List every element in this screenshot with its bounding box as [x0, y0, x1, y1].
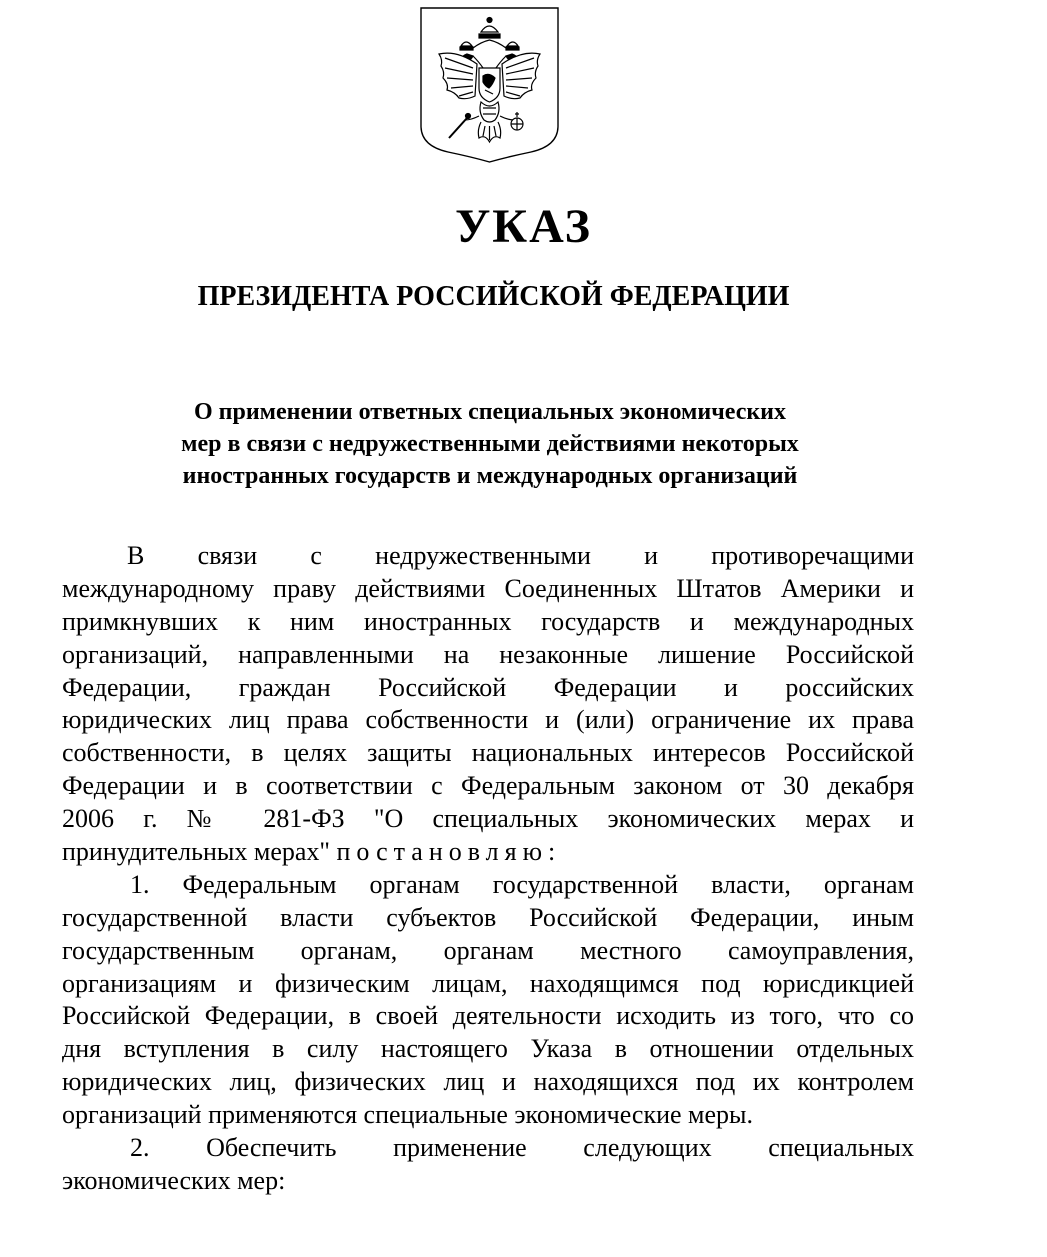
text-line: собственности, в целях защиты национальных интересов Российской: [62, 738, 914, 768]
text-line: государственной власти субъектов Российской Федерации, иным: [62, 902, 914, 932]
document-subtitle: ПРЕЗИДЕНТА РОССИЙСКОЙ ФЕДЕРАЦИИ: [197, 281, 790, 312]
heading-line: О применении ответных специальных экономических: [193, 399, 787, 425]
preamble-paragraph: [62, 540, 914, 869]
decree-heading: [60, 396, 920, 492]
text-line: В связи с недружественными и противоречащими: [127, 541, 914, 570]
decree-body: [62, 540, 914, 1198]
heading-line: иностранных государств и международных организаций: [182, 463, 798, 489]
text-line: 1. Федеральным органам государственной власти, органам: [130, 869, 914, 899]
text-line: 2006 г. № 281-ФЗ "О специальных экономических мерах и: [62, 804, 914, 834]
text-line: организаций, направленными на незаконные лишение Российской: [62, 639, 914, 669]
text-line: юридических лиц права собственности и (или) ограничение их права: [62, 705, 914, 735]
text-line: организациям и физическим лицам, находящимся под юрисдикцией: [62, 968, 914, 998]
text-line: экономических мер:: [62, 1165, 286, 1195]
text-line: государственным органам, органам местного самоуправления,: [62, 935, 914, 965]
text-line: дня вступления в силу настоящего Указа в отношении отдельных: [62, 1034, 914, 1064]
text-line: Федерации, граждан Российской Федерации и российских: [62, 672, 914, 702]
decree-word: постановляю:: [336, 837, 562, 867]
text-line: юридических лиц, физических лиц и находящихся под их контролем: [62, 1067, 914, 1097]
document-title: УКАЗ: [455, 200, 592, 253]
coat-of-arms-emblem: [419, 6, 560, 164]
text-line: примкнувших к ним иностранных государств и международных: [62, 606, 914, 636]
item-1-paragraph: [62, 869, 914, 1132]
preamble-last-text: принудительных мерах": [62, 837, 337, 867]
item-2-paragraph: [62, 1132, 914, 1198]
text-line: [62, 836, 914, 869]
text-line: международному праву действиями Соединенных Штатов Америки и: [62, 573, 914, 603]
text-line: 2. Обеспечить применение следующих специальных: [130, 1133, 914, 1163]
text-line: Российской Федерации, в своей деятельности исходить из того, что со: [62, 1001, 914, 1031]
text-line: Федерации и в соответствии с Федеральным законом от 30 декабря: [62, 771, 914, 801]
heading-line: мер в связи с недружественными действиями некоторых: [181, 431, 799, 457]
text-line: организаций применяются специальные экономические меры.: [62, 1100, 753, 1130]
